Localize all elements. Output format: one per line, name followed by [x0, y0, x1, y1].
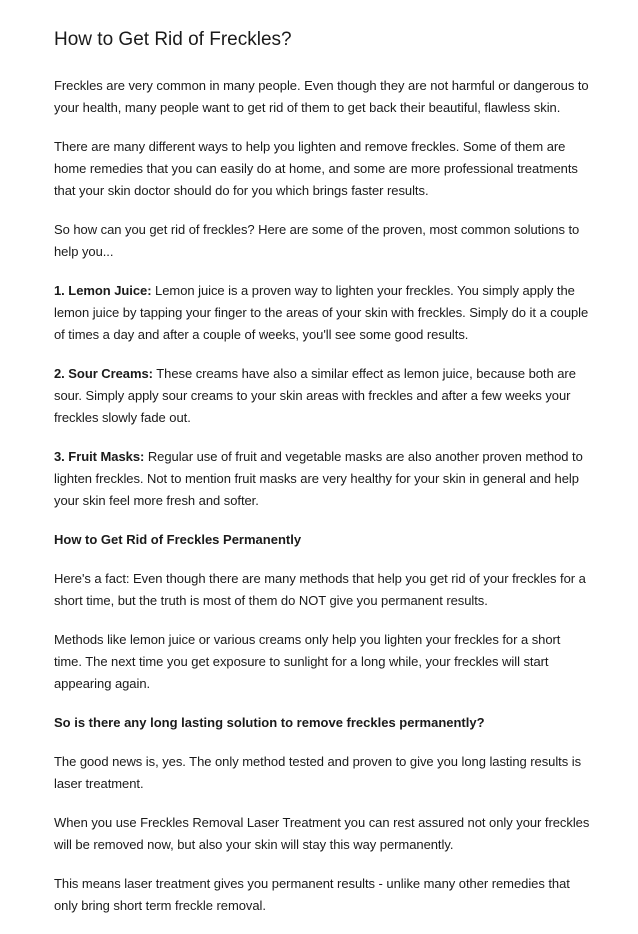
paragraph-fact: Here's a fact: Even though there are many methods that help you get rid of your freckles for a short time, but the truth is most of them do NOT give you permanent results. — [54, 571, 586, 608]
intro-paragraph-2: There are many different ways to help you lighten and remove freckles. Some of them are home remedies that you can easily do at home, and some are more professional treatments that your skin doctor should do for you which brings faster results. — [54, 139, 578, 198]
list-item-label: 2. Sour Creams: — [54, 366, 153, 381]
intro-paragraph-3: So how can you get rid of freckles? Here are some of the proven, most common solutions to help you... — [54, 222, 580, 259]
list-item-label: 1. Lemon Juice: — [54, 283, 152, 298]
list-item-sour-creams — [54, 363, 590, 429]
list-item-text: Lemon juice is a proven way to lighten your freckles. You simply apply the lemon juice by tapping your finger to the areas of your skin with freckles. Simply do it a couple of times a day and after a couple of weeks, you'll see some good results. — [54, 283, 589, 342]
list-item-fruit-masks — [54, 446, 590, 512]
intro-paragraph-1: Freckles are very common in many people. Even though they are not harmful or dangerous to your health, many people want to get rid of them to get back their beautiful, flawless skin. — [54, 78, 589, 115]
list-item-text: Regular use of fruit and vegetable masks are also another proven method to lighten freckles. Not to mention fruit masks are very healthy for your skin in general and help your skin feel more fresh and softer. — [54, 449, 583, 508]
list-item-label: 3. Fruit Masks: — [54, 449, 145, 464]
paragraph-means: This means laser treatment gives you permanent results - unlike many other remedies that only bring short term freckle removal. — [54, 876, 570, 913]
document-title: How to Get Rid of Freckles? — [54, 29, 292, 50]
section-heading-permanent: How to Get Rid of Freckles Permanently — [54, 532, 302, 547]
document-page — [54, 28, 590, 934]
section-heading-question: So is there any long lasting solution to remove freckles permanently? — [54, 715, 485, 730]
list-item-lemon-juice — [54, 280, 590, 346]
paragraph-good-news: The good news is, yes. The only method tested and proven to give you long lasting results is laser treatment. — [54, 754, 582, 791]
paragraph-laser: When you use Freckles Removal Laser Treatment you can rest assured not only your freckles will be removed now, but also your skin will stay this way permanently. — [54, 815, 590, 852]
paragraph-methods: Methods like lemon juice or various creams only help you lighten your freckles for a short time. The next time you get exposure to sunlight for a long while, your freckles will start appearing again. — [54, 632, 561, 691]
list-item-text: These creams have also a similar effect as lemon juice, because both are sour. Simply apply sour creams to your skin areas with freckles and after a few weeks your freckles slowly fade out. — [54, 366, 576, 425]
